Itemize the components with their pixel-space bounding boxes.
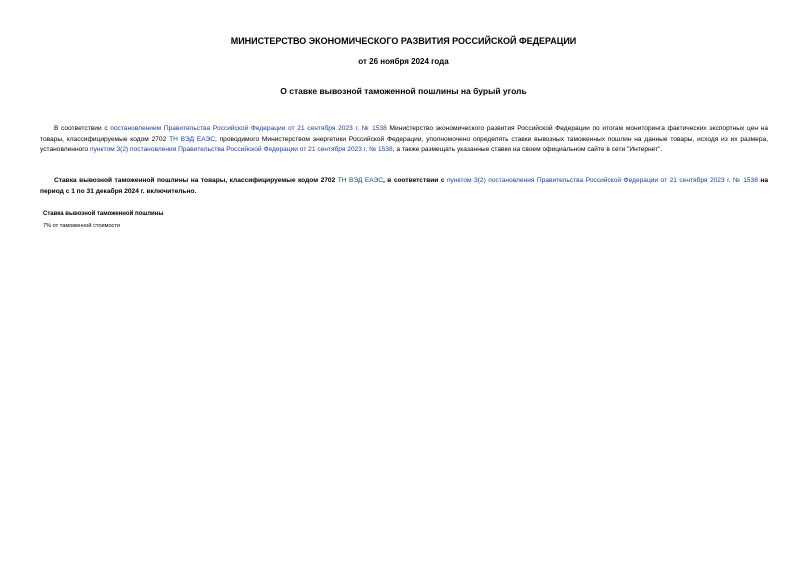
paragraph-text: , в соответствии с	[383, 177, 447, 184]
paragraph-text: на период с 1 по 31 декабря 2024 г. включительно.	[40, 177, 768, 195]
paragraph-rate-statement	[40, 176, 768, 197]
paragraph-text: , проводимого Министерством энергетики Российской Федерации, уполномочено определять ставки вывозных таможенных пошлин на данные товары, исходя из их размера, установленного	[40, 135, 768, 154]
paragraph-text: Ставка вывозной таможенной пошлины на товары, классифицируемые кодом 2702	[54, 177, 338, 184]
link-clause-3-2[interactable]: пунктом 3(2) постановления Правительства Российской Федерации от 21 сентября 2023 г. № 1538	[90, 146, 393, 154]
link-tn-ved[interactable]: ТН ВЭД ЕАЭС	[169, 135, 215, 143]
paragraph-legal-basis	[40, 124, 768, 156]
paragraph-text: Министерство экономического развития Российской Федерации по итогам мониторинга фактических экспортных цен на товары, классифицируемые кодом 2702	[40, 125, 768, 143]
link-resolution-1538[interactable]: постановлением Правительства Российской Федерации от 21 сентября 2023 г. № 1538	[110, 125, 387, 132]
link-clause-3-2[interactable]: пунктом 3(2) постановления Правительства Российской Федерации от 21 сентября 2023 г. № 1538	[446, 177, 758, 184]
rate-heading: Ставка вывозной таможенной пошлины	[43, 211, 164, 217]
document-date: от 26 ноября 2024 года	[358, 57, 449, 66]
paragraph-text: В соответствии с	[54, 125, 111, 132]
ministry-name: МИНИСТЕРСТВО ЭКОНОМИЧЕСКОГО РАЗВИТИЯ РОССИЙСКОЙ ФЕДЕРАЦИИ	[230, 36, 577, 46]
document-title: О ставке вывозной таможенной пошлины на бурый уголь	[280, 86, 527, 96]
link-tn-ved[interactable]: ТН ВЭД ЕАЭС	[337, 177, 383, 184]
paragraph-text: , а также размещать указанные ставки на своем официальном сайте в сети "Интернет".	[392, 146, 663, 154]
rate-value: 7% от таможенной стоимости	[43, 223, 121, 229]
